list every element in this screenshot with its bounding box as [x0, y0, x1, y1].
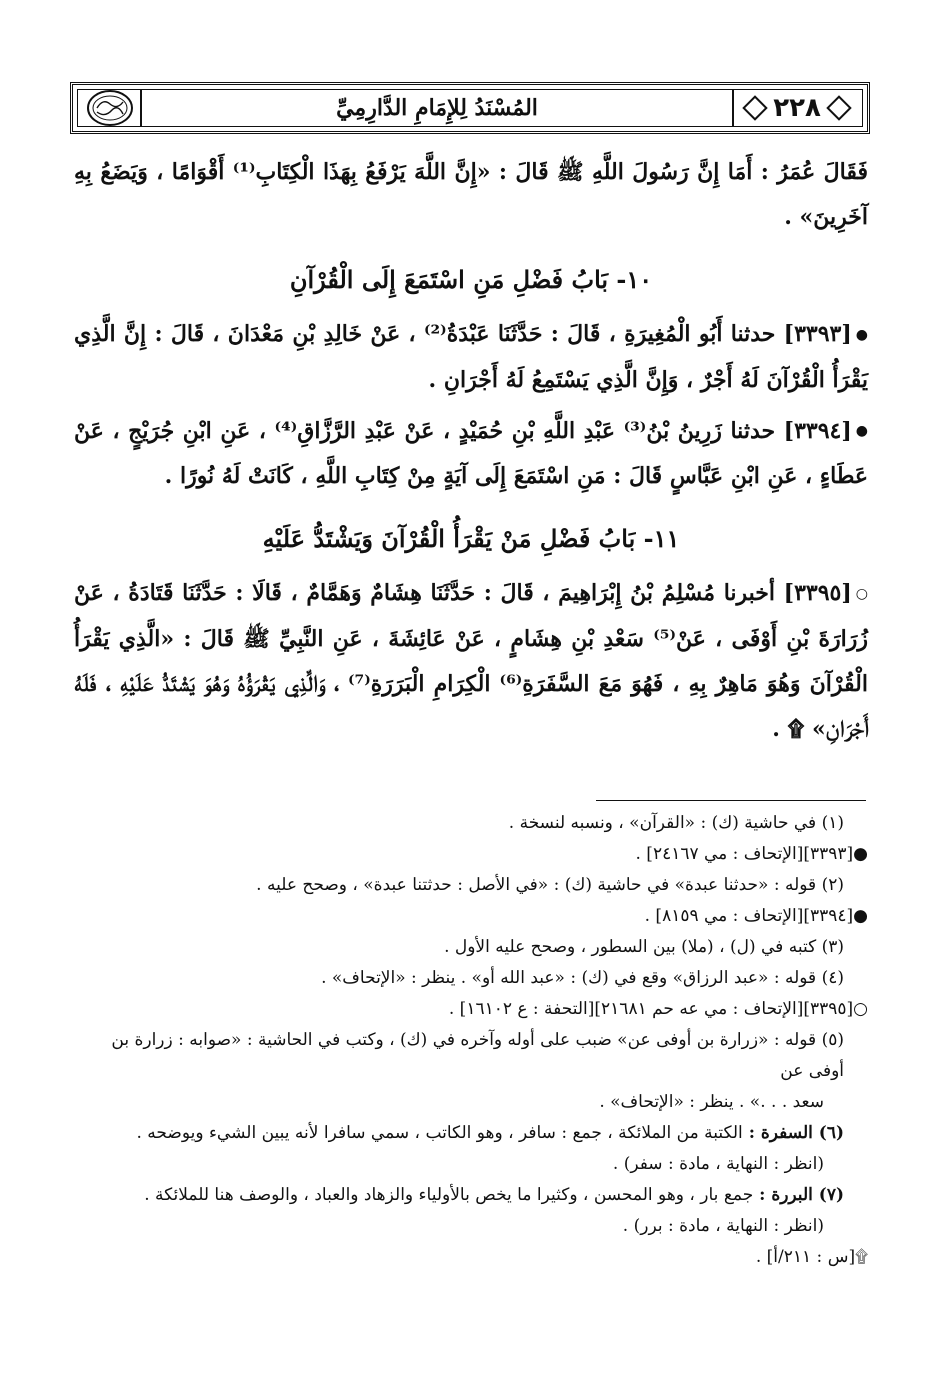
chapter-10-heading: ١٠- بَابُ فَضْلِ مَنِ اسْتَمَعَ إِلَى الْقُرْآنِ	[289, 265, 653, 294]
running-title: المُسْنَدُ لِلإِمَامِ الدَّارِمِيِّ	[336, 95, 538, 121]
chapter-11-heading: ١١- بَابُ فَضْلِ مَنْ يَقْرَأُ الْقُرْآنَ وَيَشْتَدُّ عَلَيْهِ	[262, 524, 680, 553]
page-header	[70, 82, 870, 134]
source-reference	[74, 994, 868, 1025]
footnote-text: (٣) كتبه في (ل) ، (ملا) بين السطور ، وصحح عليه الأول .	[444, 937, 844, 957]
footnote-line	[74, 932, 844, 963]
hadith-3393-text: [٣٣٩٣] حدثنا أَبُو الْمُغِيرَةِ ، قَالَ : حَدَّثَنَا عَبْدَةُ⁽²⁾ ، عَنْ خَالِدِ بْنِ مَعْدَانَ ، قَالَ : إِنَّ الَّذِي يَقْرَأُ الْقُرْآنَ لَهُ أَجْرٌ ، وَإِنَّ الَّذِي يَسْتَمِعُ لَهُ أَجْرَانِ .	[74, 321, 868, 393]
filled-bullet-icon: ●	[855, 326, 868, 343]
footnote-text: (انظر : النهاية ، مادة : برر) .	[622, 1216, 824, 1236]
hadith-3395	[74, 571, 868, 752]
footnote-line	[74, 870, 844, 901]
footnote-text: ●[٣٣٩٤][الإتحاف : مي ٨١٥٩] .	[644, 906, 868, 926]
footnote-text: (٢) قوله : «حدثنا عبدة» في حاشية (ك) : «في الأصل : حدثتنا عبدة» ، وصحح عليه .	[256, 875, 844, 895]
source-reference	[74, 901, 868, 932]
header-title-band	[140, 90, 734, 126]
hadith-3393	[74, 312, 868, 403]
book-seal-logo	[82, 90, 138, 126]
intro-line-2: بِهِ آخَرِينَ» .	[74, 159, 868, 230]
footnote-line	[74, 963, 844, 994]
footnote-term: (٦) السفرة :	[742, 1123, 844, 1143]
footnote-term: (٧) البررة :	[753, 1185, 844, 1205]
footnote-text: (٤) قوله : «عبد الرزاق» وقع في (ك) : «عبد الله أو» . ينظر : «الإتحاف» .	[321, 968, 844, 988]
intro-paragraph	[74, 150, 868, 240]
footnote-line	[74, 1025, 844, 1087]
filled-bullet-icon: ●	[855, 423, 868, 439]
hadith-3394	[74, 409, 868, 500]
footnote-text: (انظر : النهاية ، مادة : سفر) .	[612, 1154, 824, 1174]
footnote-line	[74, 1180, 844, 1211]
hollow-bullet-icon: ○	[855, 585, 868, 602]
intro-line-1: فَقَالَ عُمَرُ : أَمَا إِنَّ رَسُولَ اللَّهِ ﷺ قَالَ : «إِنَّ اللَّهَ يَرْفَعُ بِهَذَا الْكِتَابِ⁽¹⁾ أَقْوَامًا ، وَيَضَعُ	[100, 159, 868, 185]
footnotes	[74, 808, 868, 1273]
footnote-line	[74, 1087, 824, 1118]
header-inner-frame	[77, 89, 863, 127]
page-number: ٢٢٨	[738, 90, 856, 126]
footnote-line	[74, 1211, 824, 1242]
seal-ornament-icon	[85, 88, 135, 128]
footnote-line	[74, 1149, 824, 1180]
footnote-text: (١) في حاشية (ك) : «القرآن» ، ونسبه لنسخة .	[508, 813, 844, 833]
main-text	[74, 150, 868, 752]
source-reference	[74, 839, 868, 870]
footnote-line	[74, 808, 844, 839]
footnote-text: جمع بار ، وهو المحسن ، وكثيرا ما يخص بالأولياء والزهاد والعباد ، والوصف هنا للملائكة .	[144, 1185, 754, 1205]
hadith-3394-text: [٣٣٩٤] حدثنا زَرِينُ بْنُ⁽³⁾ عَبْدِ اللَّهِ بْنِ حُمَيْدٍ ، عَنْ عَبْدِ الرَّزَّاقِ⁽⁴⁾ ، عَنِ ابْنِ جُرَيْجٍ ، عَنْ عَطَاءٍ ، عَنِ ابْنِ عَبَّاسٍ قَالَ : مَنِ اسْتَمَعَ إِلَى آيَةٍ مِنْ كِتَابِ اللَّهِ ، كَانَتْ لَهُ نُورًا .	[74, 417, 868, 489]
footnote-text: ۩[س : ٢١١/أ] .	[755, 1247, 868, 1267]
footnote-text: الكتبة من الملائكة ، جمع : سافر ، وهو الكاتب ، سمي سافرا لأنه يبين الشيء ويوضحه .	[136, 1123, 743, 1143]
footnote-line	[74, 1118, 844, 1149]
footnote-text: ●[٣٣٩٣][الإتحاف : مي ٢٤١٦٧] .	[635, 844, 868, 864]
footnote-divider	[596, 800, 866, 801]
hadith-3395-text: [٣٣٩٥] أخبرنا مُسْلِمُ بْنُ إِبْرَاهِيمَ ، قَالَ : حَدَّثَنَا هِشَامٌ وَهَمَّامٌ ، قَالَا : حَدَّثَنَا قَتَادَةُ ، عَنْ زُرَارَةَ بْنِ أَوْفَى ، عَنْ⁽⁵⁾ سَعْدِ بْنِ هِشَامٍ ، عَنْ عَائِشَةَ ، عَنِ النَّبِيِّ ﷺ قَالَ : «الَّذِي يَقْرَأُ الْقُرْآنَ وَهُوَ مَاهِرٌ بِهِ ، فَهُوَ مَعَ السَّفَرَةِ⁽⁶⁾ الْكِرَامِ الْبَرَرَةِ⁽⁷⁾ ، وَالَّذِي يَقْرَؤُهُ وَهُوَ يَشْتَدُّ عَلَيْهِ ، فَلَهُ أَجْرَانِ» ۩ .	[74, 580, 868, 742]
source-reference	[74, 1242, 868, 1273]
footnote-text: سعد . . .» . ينظر : «الإتحاف» .	[599, 1092, 824, 1112]
footnote-text: ○[٣٣٩٥][الإتحاف : مي عه حم ٢١٦٨١][التحفة : ع ١٦١٠٢] .	[448, 999, 868, 1019]
footnote-text: (٥) قوله : «زرارة بن أوفى عن» ضبب على أوله وآخره في (ك) ، وكتب في الحاشية : «صوابه : زرارة بن أوفى عن	[111, 1030, 844, 1081]
